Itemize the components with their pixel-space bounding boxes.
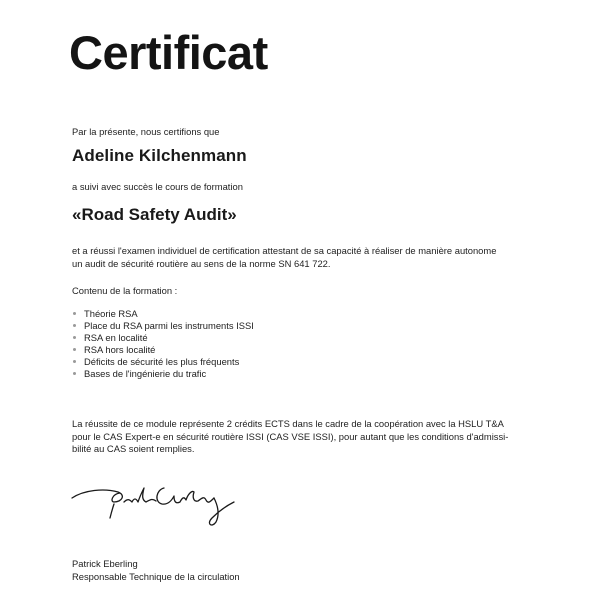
signer-role: Responsable Technique de la circulation (72, 571, 240, 582)
content-heading: Contenu de la formation : (72, 285, 178, 296)
credits-line-2: pour le CAS Expert-e en sécurité routière ISSI (CAS VSE ISSI), pour autant que les conditions d'admissi- (72, 430, 509, 442)
list-item: Bases de l'ingénierie du trafic (72, 368, 254, 380)
signer-name: Patrick Eberling (72, 558, 138, 569)
list-item: Place du RSA parmi les instruments ISSI (72, 320, 254, 332)
credits-paragraph (72, 418, 508, 456)
list-item: RSA hors localité (72, 344, 254, 356)
handwritten-signature (70, 480, 260, 530)
exam-line-2: un audit de sécurité routière au sens de la norme SN 641 722. (72, 257, 331, 269)
list-item: Théorie RSA (72, 308, 254, 320)
exam-line-1: et a réussi l'examen individuel de certification attestant de sa capacité à réaliser de manière autonome (72, 245, 497, 256)
exam-paragraph (72, 245, 496, 270)
content-list (72, 308, 254, 380)
intro-text: Par la présente, nous certifions que (72, 126, 220, 137)
list-item: Déficits de sécurité les plus fréquents (72, 356, 254, 368)
list-item: RSA en localité (72, 332, 254, 344)
recipient-name: Adeline Kilchenmann (72, 146, 247, 165)
credits-line-3: bilité au CAS soient remplies. (72, 443, 195, 454)
credits-line-1: La réussite de ce module représente 2 crédits ECTS dans le cadre de la coopération avec la HSLU T&A (72, 418, 504, 429)
certificate-title: Certificat (69, 26, 268, 79)
completion-text: a suivi avec succès le cours de formation (72, 181, 243, 192)
course-title: «Road Safety Audit» (72, 205, 237, 224)
